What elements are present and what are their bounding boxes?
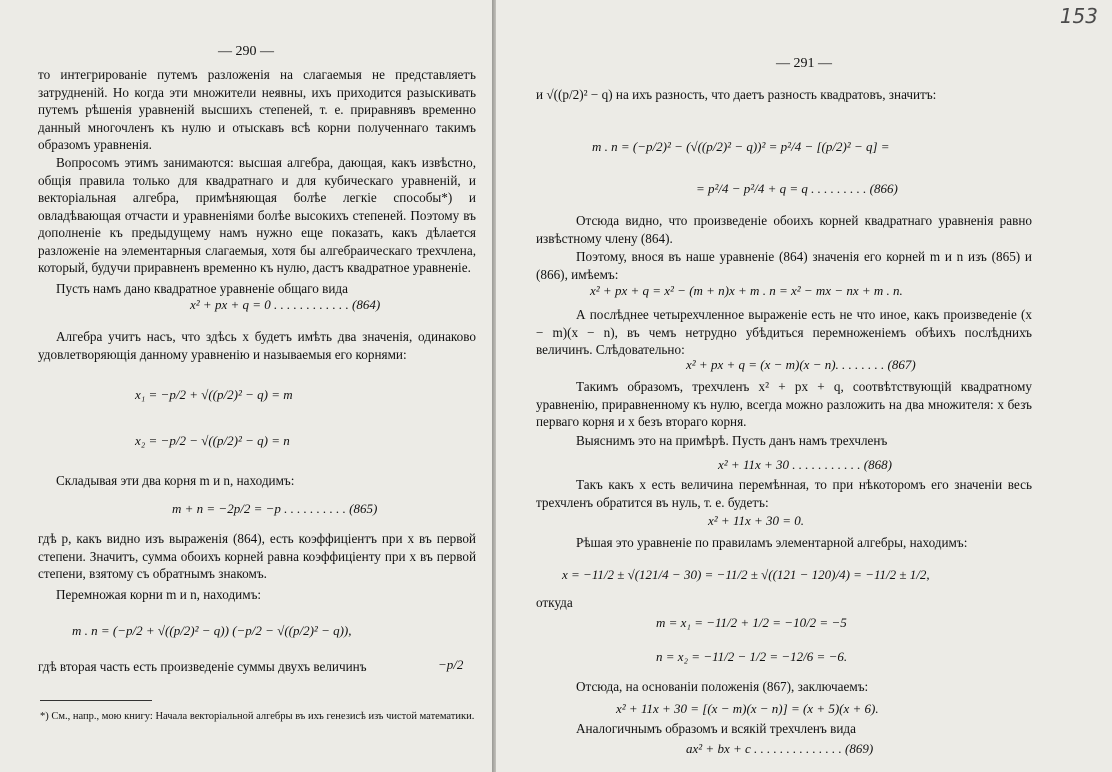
equation-866: = p²/4 − p²/4 + q = q . . . . . . . . . (866) <box>696 181 898 196</box>
paragraph: Выяснимъ это на примѣрѣ. Пусть данъ намъ трехчленъ <box>576 433 888 448</box>
paragraph: гдѣ p, какъ видно изъ выраженія (864), есть коэффиціентъ при x въ первой степени. Значитъ, сумма обоихъ корней равна коэффиціенту при x въ первой степени, взятому съ обратнымъ знакомъ. <box>38 531 476 581</box>
paragraph: Перемножая корни m и n, находимъ: <box>56 587 262 602</box>
page-number: — 290 — <box>218 44 274 59</box>
left-page <box>0 0 494 772</box>
pencil-page-mark: 153 <box>1059 4 1098 28</box>
paragraph: Такимъ образомъ, трехчленъ x² + px + q, соотвѣтствующій квадратному уравненію, приравненному къ нулю, всегда можно разложить на два множителя: x безъ перваго корня и x безъ втораго корня. <box>536 379 1032 429</box>
paragraph: гдѣ вторая часть есть произведеніе суммы двухъ величинъ <box>38 659 367 674</box>
paragraph: Аналогичнымъ образомъ и всякій трехчленъ вида <box>576 721 856 736</box>
equation-867: x² + px + q = (x − m)(x − n). . . . . . . . (867) <box>686 357 916 372</box>
equation-zero: x² + 11x + 30 = 0. <box>708 513 805 528</box>
right-page <box>496 0 1112 772</box>
paragraph: Складывая эти два корня m и n, находимъ: <box>56 473 295 488</box>
paragraph: Вопросомъ этимъ занимаются: высшая алгебра, дающая, какъ извѣстно, общія правила только для квадратнаго и для кубическаго уравненій, и векторіальная алгебра, примѣняющая болѣе легкіе способы*) и овладѣвающая отчасти и уравненіями болѣе высокихъ степеней. Поэтому въ дополненіе къ предыдущему намъ нужно еще показать, какъ дѣлается разложеніе на элементарныя слагаемыя, хотя бы алгебраическаго трехчлена, который, будучи приравненъ временно къ нулю, дастъ квадратное уравненіе. <box>38 155 476 275</box>
paragraph: Поэтому, внося въ наше уравненіе (864) значенія его корней m и n изъ (865) и (866), имѣемъ: <box>536 249 1032 282</box>
equation-869: ax² + bx + c . . . . . . . . . . . . . . (869) <box>686 741 874 756</box>
equation-root-x1: x₁ = −p/2 + √((p/2)² − q) = m <box>135 387 293 402</box>
paragraph: А послѣднее четырехчленное выраженіе есть не что иное, какъ произведеніе (x − m)(x − n), въ чемъ нетрудно убѣдиться перемноженіемъ обѣихъ послѣднихъ величинъ. Слѣдовательно: <box>536 307 1032 357</box>
equation-solution: x = −11/2 ± √(121/4 − 30) = −11/2 ± √((121 − 120)/4) = −11/2 ± 1/2, <box>562 567 930 582</box>
equation-root-m: m = x₁ = −11/2 + 1/2 = −10/2 = −5 <box>656 615 847 630</box>
equation-substitution: x² + px + q = x² − (m + n)x + m . n = x² − mx − nx + m . n. <box>590 283 903 298</box>
footnote-divider <box>40 700 152 701</box>
equation-865: m + n = −2p/2 = −p . . . . . . . . . . (865) <box>172 501 378 516</box>
paragraph: откуда <box>536 595 573 610</box>
equation-868: x² + 11x + 30 . . . . . . . . . . . (868) <box>718 457 892 472</box>
page-number: — 291 — <box>776 56 832 71</box>
paragraph: Алгебра учитъ насъ, что здѣсь x будетъ имѣть два значенія, одинаково удовлетворяющія данному уравненію и называемыя его корнями: <box>38 329 476 362</box>
paragraph: и √((p/2)² − q) на ихъ разность, что даетъ разность квадратовъ, значитъ: <box>536 87 937 102</box>
paragraph: Пусть намъ дано квадратное уравненіе общаго вида <box>56 281 348 296</box>
paragraph: Рѣшая это уравненіе по правиламъ элементарной алгебры, находимъ: <box>576 535 968 550</box>
equation-root-x2: x₂ = −p/2 − √((p/2)² − q) = n <box>135 433 290 448</box>
paragraph: Отсюда видно, что произведеніе обоихъ корней квадратнаго уравненія равно извѣстному члену (864). <box>536 213 1032 246</box>
paragraph: Отсюда, на основаніи положенія (867), заключаемъ: <box>576 679 869 694</box>
equation-fraction: −p/2 <box>438 657 464 672</box>
equation-product-mn: m . n = (−p/2 + √((p/2)² − q)) (−p/2 − √((p/2)² − q)), <box>72 623 352 638</box>
paragraph: то интегрированіе путемъ разложенія на слагаемыя не представляетъ затрудненій. Но когда эти множители неявны, ихъ приходится разыскивать путемъ рѣшенія уравненій высшихъ степеней, т. е. приравнявъ временно данный многочленъ къ нулю и отыскавъ всѣ корни полученнаго такимъ образомъ уравненія. <box>38 67 476 152</box>
equation-factorization: x² + 11x + 30 = [(x − m)(x − n)] = (x + 5)(x + 6). <box>616 701 879 716</box>
equation-product-mn-1: m . n = (−p/2)² − (√((p/2)² − q))² = p²/4 − [(p/2)² − q] = <box>592 139 890 154</box>
equation-root-n: n = x₂ = −11/2 − 1/2 = −12/6 = −6. <box>656 649 848 664</box>
equation-864: x² + px + q = 0 . . . . . . . . . . . . (864) <box>190 297 381 312</box>
footnote: *) См., напр., мою книгу: Начала векторіальной алгебры въ ихъ генезисѣ изъ чистой математики. <box>40 711 475 722</box>
paragraph: Такъ какъ x есть величина перемѣнная, то при нѣкоторомъ его значеніи весь трехчленъ обратится въ нуль, т. е. будетъ: <box>536 477 1032 510</box>
